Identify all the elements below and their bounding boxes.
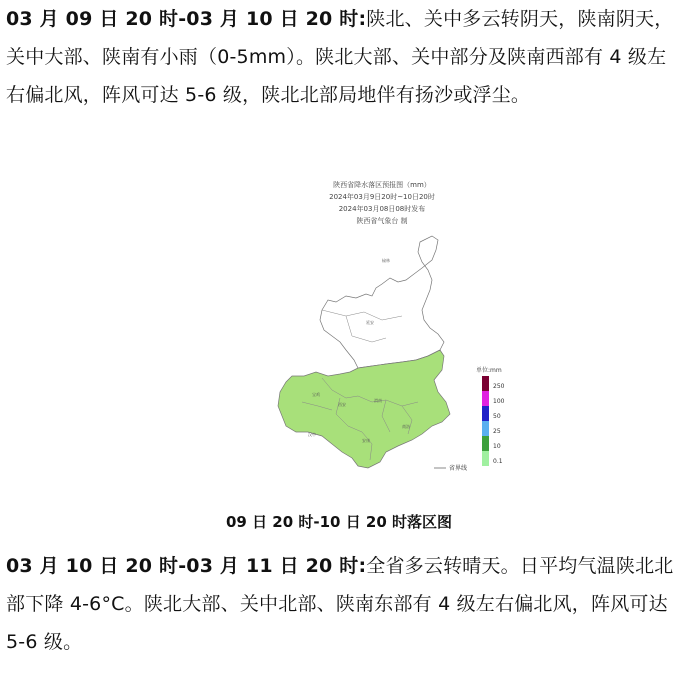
forecast-paragraph-2 (6, 547, 674, 661)
city-label-8: 商洛 (402, 424, 410, 429)
forecast-period-heading-2: 03 月 10 日 20 时-03 月 11 日 20 时: (6, 555, 367, 577)
legend-label-25: 25 (493, 428, 501, 435)
map-title: 陕西省降水落区预报图（mm） (333, 181, 431, 189)
city-label-3: 宝鸡 (312, 392, 320, 397)
legend-swatch-50 (482, 406, 489, 421)
city-label-4: 西安 (338, 402, 346, 407)
precipitation-map-figure (262, 170, 522, 505)
legend-swatch-10 (482, 436, 489, 451)
city-label-6: 汉中 (308, 432, 316, 437)
legend-swatch-100 (482, 391, 489, 406)
precipitation-legend (482, 376, 505, 466)
legend-swatch-0.1 (482, 451, 489, 466)
precipitation-map (262, 170, 522, 505)
legend-title: 单位:mm (476, 367, 502, 374)
legend-label-10: 10 (493, 443, 501, 450)
map-valid-period: 2024年03月9日20时~10日20时 (329, 193, 435, 201)
legend-label-250: 250 (493, 383, 505, 390)
city-label-5: 渭南 (374, 398, 382, 403)
forecast-text-1: 陕北、关中多云转阴天，陕南阴天，关中大部、陕南有小雨（0-5mm）。陕北大部、关中部分及陕南西部有 4 级左右偏北风，阵风可达 5-6 级，陕北北部局地伴有扬沙或浮尘。 (6, 8, 674, 106)
forecast-text-2: 全省多云转晴天。日平均气温陕北北部下降 4-6°C。陕北大部、关中北部、陕南东部有 4 级左右偏北风，阵风可达 5-6 级。 (6, 555, 674, 653)
boundary-legend-label: 省界线 (449, 465, 468, 472)
map-issuer: 陕西省气象台 制 (356, 217, 408, 225)
legend-swatch-250 (482, 376, 489, 391)
forecast-period-heading-1: 03 月 09 日 20 时-03 月 10 日 20 时: (6, 8, 367, 30)
shaanbei-region (320, 236, 444, 368)
forecast-paragraph-1 (6, 0, 674, 114)
map-caption: 09 日 20 时-10 日 20 时落区图 (225, 513, 453, 531)
city-label-7: 安康 (362, 438, 370, 443)
legend-swatch-25 (482, 421, 489, 436)
legend-label-50: 50 (493, 413, 501, 420)
city-label-1: 榆林 (382, 258, 390, 263)
map-issue-time: 2024年03月08日08时发布 (338, 205, 426, 213)
rain-area-region (278, 350, 450, 468)
legend-label-0.1: 0.1 (493, 458, 503, 465)
legend-label-100: 100 (493, 398, 505, 405)
city-label-2: 延安 (366, 320, 374, 325)
